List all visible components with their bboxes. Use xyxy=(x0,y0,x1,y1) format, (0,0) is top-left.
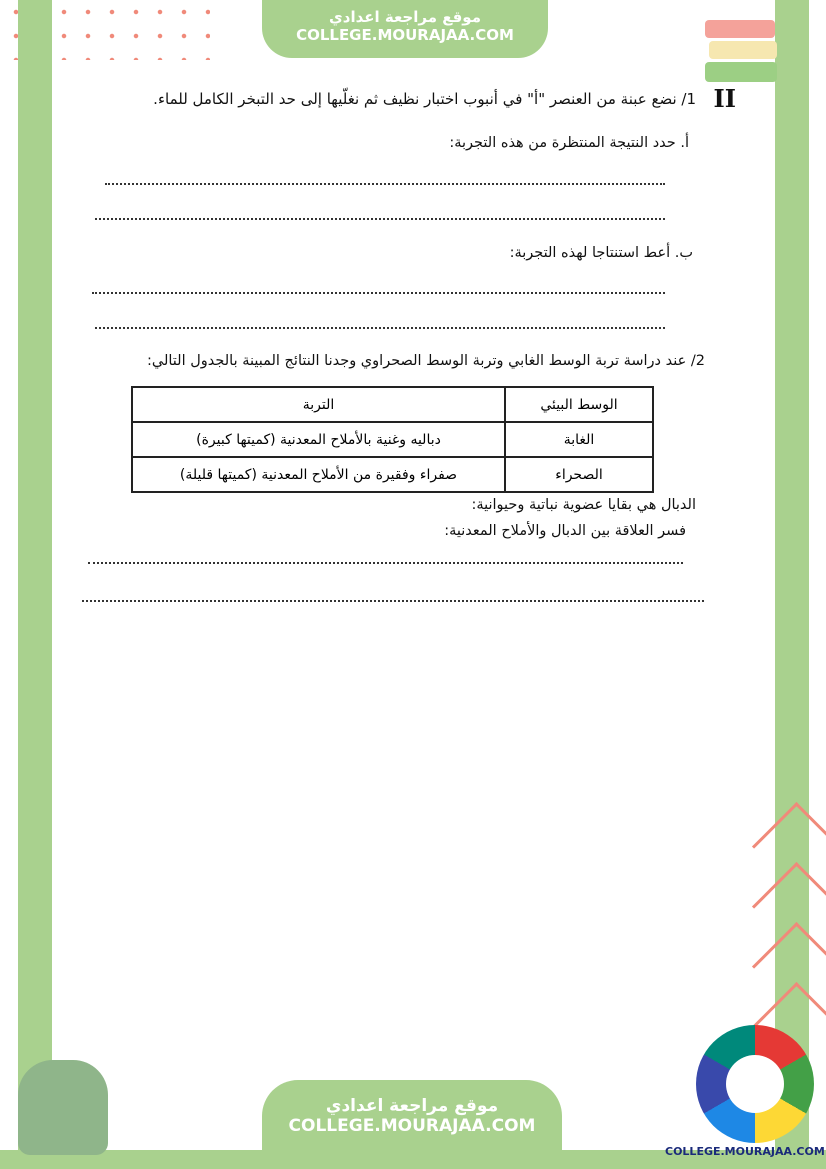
answer-line[interactable] xyxy=(105,183,665,185)
answer-line[interactable] xyxy=(95,218,665,220)
table-row xyxy=(132,457,653,492)
footer-site-ar: موقع مراجعة اعدادي xyxy=(325,1096,499,1116)
table-cell: صفراء وفقيرة من الأملاح المعدنية (كميتها قليلة) xyxy=(132,457,505,492)
table-header: التربة xyxy=(132,387,505,422)
table-cell: الغابة xyxy=(505,422,653,457)
left-border xyxy=(18,0,52,1169)
question-1b: ب. أعط استنتاجا لهذه التجربة: xyxy=(509,245,693,261)
humus-note: الدبال هي بقايا عضوية نباتية وحيوانية: xyxy=(471,497,696,513)
logo-text[interactable]: COLLEGE.MOURAJAA.COM xyxy=(665,1145,825,1158)
header-banner xyxy=(262,0,548,58)
table-cell: الصحراء xyxy=(505,457,653,492)
answer-line[interactable] xyxy=(92,292,665,294)
question-2a: فسر العلاقة بين الدبال والأملاح المعدنية: xyxy=(444,523,686,539)
section-number: II xyxy=(713,84,736,113)
question-1: 1/ نضع عبنة من العنصر "أ" في أنبوب اختبار نظيف ثم نغلّيها إلى حد التبخر الكامل للماء. xyxy=(153,90,696,108)
table-row xyxy=(132,422,653,457)
table-cell: دباليه وغنية بالأملاح المعدنية (كميتها كبيرة) xyxy=(132,422,505,457)
footer-site-en[interactable]: COLLEGE.MOURAJAA.COM xyxy=(288,1116,536,1136)
books-icon xyxy=(705,15,780,90)
footer-banner xyxy=(262,1080,562,1155)
answer-line[interactable] xyxy=(95,327,665,329)
answer-line[interactable] xyxy=(82,600,704,602)
site-logo xyxy=(696,1025,814,1143)
header-site-en[interactable]: COLLEGE.MOURAJAA.COM xyxy=(296,26,514,44)
question-2: 2/ عند دراسة تربة الوسط الغابي وتربة الوسط الصحراوي وجدنا النتائج المبينة بالجدول التالي: xyxy=(146,353,705,369)
table-header-row xyxy=(132,387,653,422)
answer-line[interactable] xyxy=(88,562,683,564)
soil-table xyxy=(131,386,654,493)
backpack-icon xyxy=(18,1060,108,1155)
header-site-ar: موقع مراجعة اعدادي xyxy=(329,8,481,26)
table-header: الوسط البيئي xyxy=(505,387,653,422)
question-1a: أ. حدد النتيجة المنتظرة من هذه التجربة: xyxy=(449,135,689,151)
